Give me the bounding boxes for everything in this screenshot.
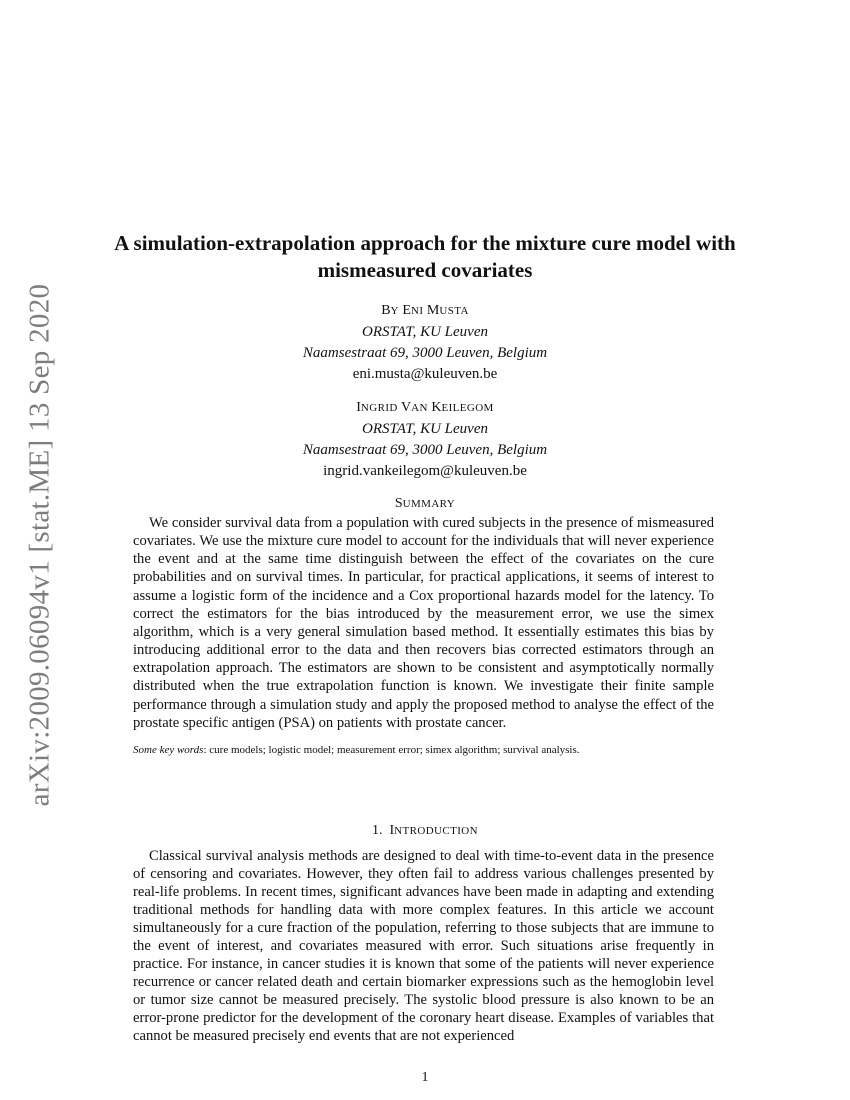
- keywords: [133, 744, 714, 756]
- keywords-label: Some key words: [133, 744, 204, 756]
- paper-title: A simulation-extrapolation approach for the mixture cure model with mismeasured covariates: [114, 231, 736, 282]
- keywords-text: : cure models; logistic model; measurement error; simex algorithm; survival analysis.: [203, 744, 580, 756]
- summary-text: We consider survival data from a population with cured subjects in the presence of mismeasured covariates. We use the mixture cure model to account for the individuals that will never experience the event and at the same time distinguish between the effect of the covariates on the cure probabilities and on survival times. In particular, for practical applications, it seems of interest to assume a logistic form of the incidence and a Cox proportional hazards model for the latency. To correct the estimators for the bias introduced by the measurement error, we use the simex algorithm, which is a very general simulation based method. It essentially estimates this bias by introducing additional error to the data and then recovers bias corrected estimators through an extrapolation approach. The estimators are shown to be consistent and asymptotically normally distributed when the true extrapolation function is known. We investigate their finite sample performance through a simulation study and apply the proposed method to analyse the effect of the prostate specific antigen (PSA) on patients with prostate cancer.: [133, 515, 714, 731]
- author-email: eni.musta@kuleuven.be: [352, 366, 498, 382]
- section-heading-introduction: 1. INTRODUCTION: [371, 823, 478, 838]
- section-number: 1.: [371, 823, 383, 838]
- author-name: BY ENI MUSTA: [381, 303, 469, 318]
- introduction-text: Classical survival analysis methods are designed to deal with time-to-event data in the presence of censoring and covariates. However, they often fail to address various challenges presented by real-life problems. In recent times, significant advances have been made in adapting and extending traditional methods for handling data with more complex features. In this article we account simultaneously for a cure fraction of the population, referring to those subjects that are immune to the event of interest, and covariates measured with error. Such situations arise frequently in practice. For instance, in cancer studies it is known that some of the patients will never experience recurrence or cancer related death and certain biomarker expressions such as the hemoglobin level or tumor size cannot be measured precisely. The systolic blood pressure is also known to be an error-prone predictor for the development of the coronary heart disease. Examples of variables that cannot be measured precisely end events that are not experienced: [133, 848, 714, 1045]
- author-block-1: [150, 300, 700, 385]
- author-email: ingrid.vankeilegom@kuleuven.be: [323, 463, 527, 479]
- author-address: Naamsestraat 69, 3000 Leuven, Belgium: [302, 442, 548, 458]
- summary-heading: SUMMARY: [394, 496, 456, 511]
- author-name: INGRID VAN KEILEGOM: [356, 400, 494, 415]
- author-affiliation: ORSTAT, KU Leuven: [362, 324, 488, 340]
- page-number: 1: [421, 1070, 429, 1085]
- arxiv-stamp-text: arXiv:2009.06094v1 [stat.ME] 13 Sep 2020: [23, 283, 56, 807]
- author-block-2: [150, 397, 700, 482]
- author-affiliation: ORSTAT, KU Leuven: [362, 421, 488, 437]
- author-address: Naamsestraat 69, 3000 Leuven, Belgium: [302, 345, 548, 361]
